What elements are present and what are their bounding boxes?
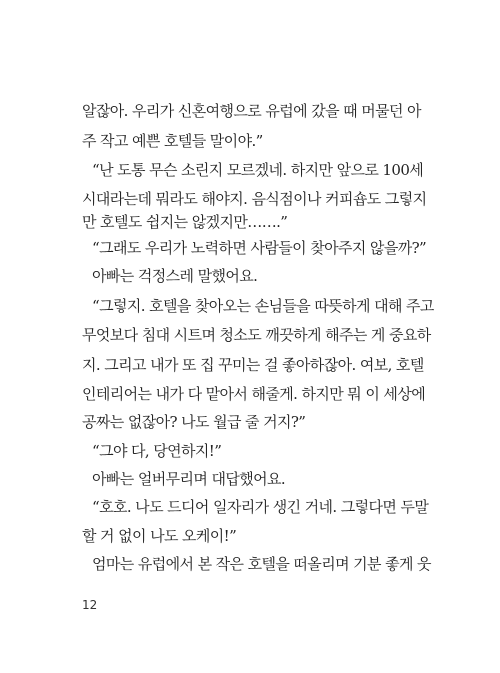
text-line: “호호. 나도 드디어 일자리가 생긴 거네. 그렇다면 두말 bbox=[92, 498, 429, 516]
text-line: 할 거 없이 나도 오케이!” bbox=[82, 527, 237, 545]
text-line: 알잖아. 우리가 신혼여행으로 유럽에 갔을 때 머물던 아 bbox=[82, 102, 421, 120]
text-line: “난 도통 무슨 소린지 모르겠네. 하지만 앞으로 100세 bbox=[92, 161, 424, 179]
text-line: 아빠는 걱정스레 말했어요. bbox=[92, 267, 258, 285]
text-line: 무엇보다 침대 시트며 청소도 깨끗하게 해주는 게 중요하 bbox=[82, 326, 431, 344]
text-line: 주 작고 예쁜 호텔들 말이야.” bbox=[82, 132, 263, 150]
text-line: “그야 다, 당연하지!” bbox=[92, 442, 222, 460]
text-line: “그렇지. 호텔을 찾아오는 손님들을 따뜻하게 대해 주고 bbox=[92, 297, 434, 315]
text-line: 지. 그리고 내가 또 집 꾸미는 걸 좋아하잖아. 여보, 호텔 bbox=[82, 356, 424, 374]
text-line: 만 호텔도 쉽지는 않겠지만…….” bbox=[82, 213, 288, 231]
page-number: 12 bbox=[82, 598, 98, 612]
text-line: 공짜는 없잖아? 나도 월급 줄 거지?” bbox=[82, 413, 306, 431]
text-line: “그래도 우리가 노력하면 사람들이 찾아주지 않을까?” bbox=[92, 239, 427, 257]
text-line: 인테리어는 내가 다 맡아서 해줄게. 하지만 뭐 이 세상에 bbox=[82, 385, 426, 403]
text-line: 아빠는 얼버무리며 대답했어요. bbox=[92, 470, 286, 488]
text-line: 엄마는 유럽에서 본 작은 호텔을 떠올리며 기분 좋게 웃 bbox=[92, 555, 431, 573]
text-line: 시대라는데 뭐라도 해야지. 음식점이나 커피숍도 그렇지 bbox=[82, 190, 427, 208]
